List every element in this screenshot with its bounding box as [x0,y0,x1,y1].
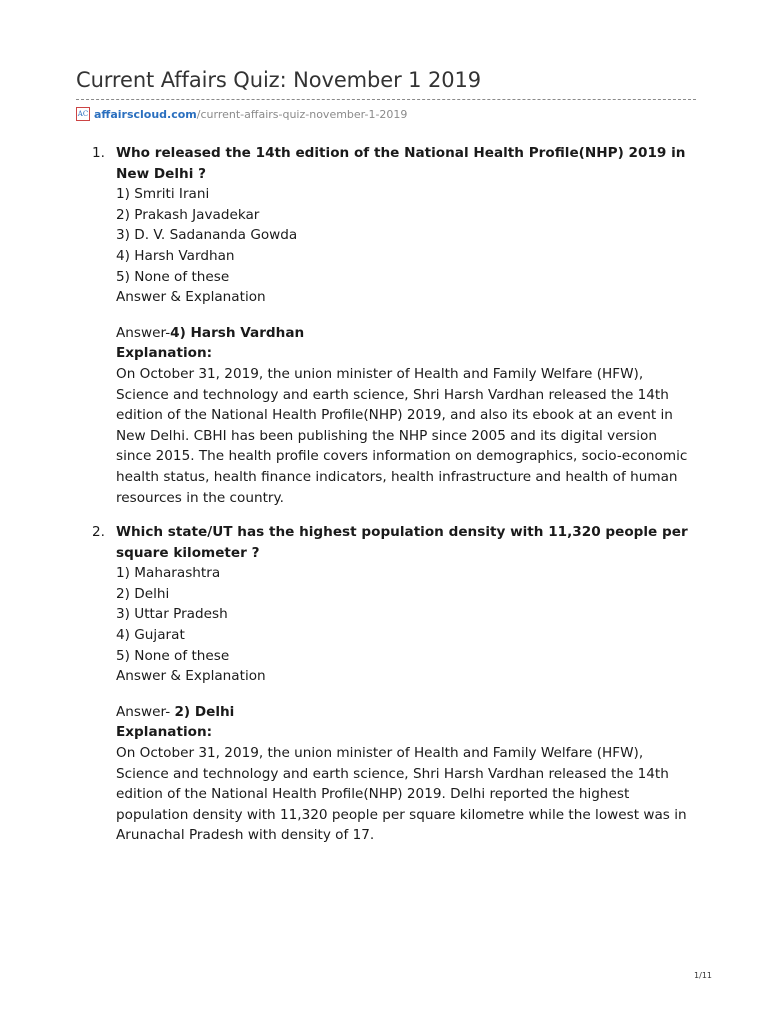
option-3: 3) D. V. Sadananda Gowda [116,227,298,244]
dashed-divider [76,99,696,100]
source-domain[interactable]: affairscloud.com [94,107,197,121]
option-2: 2) Prakash Javadekar [116,206,260,223]
source-path[interactable]: /current-affairs-quiz-november-1-2019 [196,107,408,121]
option-2: 2) Delhi [116,585,170,602]
page-title: Current Affairs Quiz: November 1 2019 [76,68,482,92]
question-text: Who released the 14th edition of the National Health Profile(NHP) 2019 in New Delhi ? [116,145,686,182]
affairscloud-logo-icon: AC [76,107,90,121]
explanation-heading: Explanation: [116,724,213,741]
answer-label: Answer- [116,324,171,341]
question-number: 2. [92,524,105,540]
answer-block [116,702,696,846]
answer-explanation-toggle[interactable]: Answer & Explanation [116,668,266,685]
option-5: 5) None of these [116,647,230,664]
explanation-heading: Explanation: [116,345,213,362]
option-5: 5) None of these [116,268,230,285]
answer-block [116,323,696,508]
question-list [92,143,696,844]
answer-value: 4) Harsh Vardhan [170,324,305,341]
question-item [92,522,696,846]
source-url[interactable] [76,106,407,122]
option-1: 1) Smriti Irani [116,186,210,203]
explanation-text: On October 31, 2019, the union minister of Health and Family Welfare (HFW), Science and technology and earth science, Shri Harsh Vardhan released the 14th edition of the National Health Profile(NHP) 2019, and also its ebook at an event in New Delhi. CBHI has been publishing the NHP since 2005 and its digital version since 2015. The health profile covers information on demographics, socio-economic health status, health finance indicators, health infrastructure and health of human resources in the country. [116,365,688,506]
option-4: 4) Harsh Vardhan [116,247,235,264]
option-1: 1) Maharashtra [116,565,221,582]
question-text: Which state/UT has the highest population density with 11,320 people per square kilometer ? [116,524,688,561]
answer-value: 2) Delhi [174,703,235,720]
page-number: 1/11 [694,971,712,980]
answer-explanation-toggle[interactable]: Answer & Explanation [116,289,266,306]
answer-label: Answer- [116,703,175,720]
question-number: 1. [92,145,105,161]
explanation-text: On October 31, 2019, the union minister of Health and Family Welfare (HFW), Science and technology and earth science, Shri Harsh Vardhan released the 14th edition of the National Health Profile(NHP) 2019. Delhi reported the highest population density with 11,320 people per square kilometre while the lowest was in Arunachal Pradesh with density of 17. [116,744,687,844]
question-item [92,143,696,508]
option-4: 4) Gujarat [116,626,185,643]
option-3: 3) Uttar Pradesh [116,606,228,623]
